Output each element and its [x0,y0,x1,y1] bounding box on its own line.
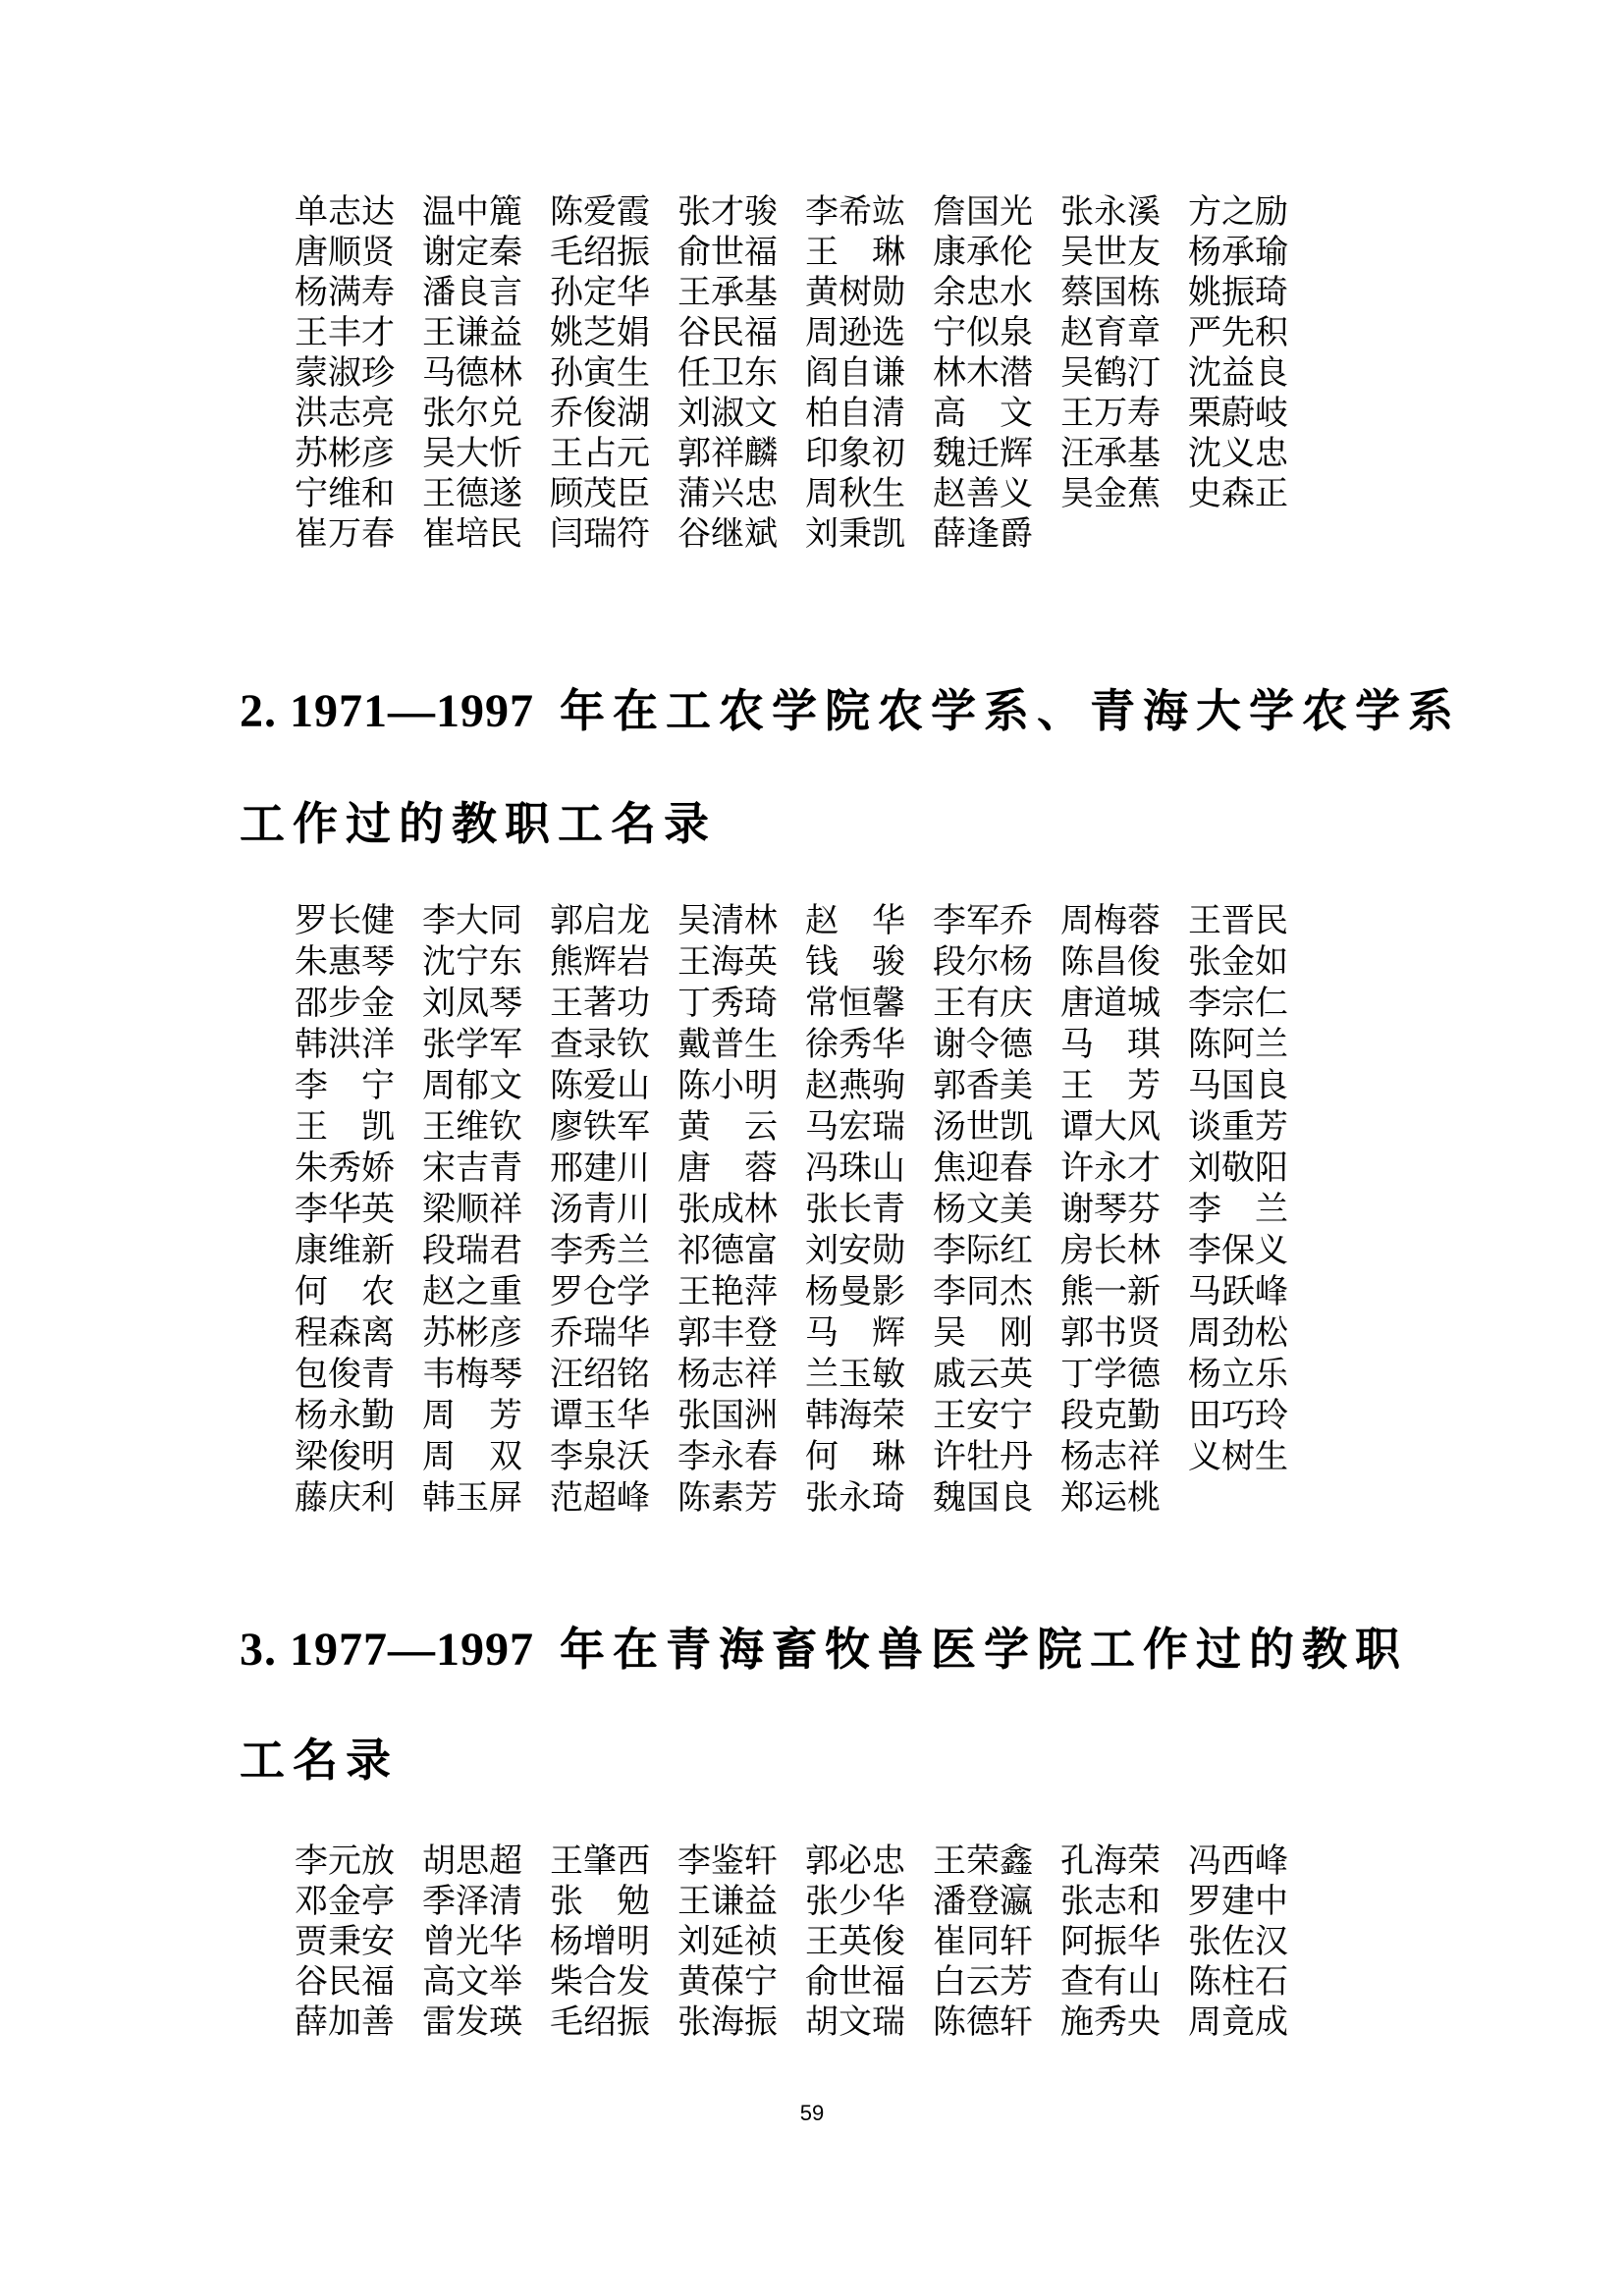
person-name: 宋 吉 青 [422,1150,522,1187]
person-name: 周 秋 生 [805,475,905,512]
section-3-number: 3. 1977—1997 [240,1624,534,1676]
person-name: 汪 承 基 [1060,435,1161,472]
person-name: 罗 仓 学 [550,1274,650,1310]
person-name: 谷 民 福 [677,314,778,351]
person-name: 胡 思 超 [422,1842,522,1880]
person-name: 高 文 [933,395,1033,432]
person-name: 蒙 淑 珍 [295,354,395,392]
person-name: 乔 瑞 华 [550,1315,650,1352]
person-name: 丁 学 德 [1060,1357,1161,1393]
section-2-heading-line-2 [240,788,717,853]
person-name: 吴 清 林 [677,903,778,939]
person-name: 方 之 励 [1188,193,1288,231]
person-name: 周 梅 蓉 [1060,903,1161,939]
person-name: 王 著 功 [550,986,650,1022]
person-name: 赵 华 [805,903,905,939]
name-row [295,1922,1288,1962]
name-row [295,1190,1288,1231]
person-name: 赵 燕 驹 [805,1068,905,1104]
person-name: 王 艳 萍 [677,1274,778,1310]
name-row [295,1148,1288,1190]
person-name: 王 承 基 [677,274,778,311]
person-name: 任 卫 东 [677,354,778,392]
person-name: 沈 益 良 [1188,354,1288,392]
person-name: 崔 培 民 [422,515,522,553]
person-name: 郭 必 忠 [805,1842,905,1880]
person-name: 张 海 振 [677,2003,778,2041]
person-name: 邢 建 川 [550,1150,650,1187]
person-name: 严 先 积 [1188,314,1288,351]
person-name: 崔 同 轩 [933,1923,1033,1960]
person-name: 李 军 乔 [933,903,1033,939]
person-name: 韩 洪 洋 [295,1027,395,1063]
person-name: 赵 育 章 [1060,314,1161,351]
person-name: 王 芳 [1060,1068,1161,1104]
person-name: 季 泽 清 [422,1883,522,1920]
person-name: 杨 增 明 [550,1923,650,1960]
person-name: 周 郁 文 [422,1068,522,1104]
name-list-section-2 [295,901,1288,1520]
person-name: 韩 玉 屏 [422,1480,522,1517]
name-row [295,233,1288,273]
name-row [295,1231,1288,1272]
person-name: 马 德 林 [422,354,522,392]
person-name: 丁 秀 琦 [677,986,778,1022]
name-row [295,1025,1288,1066]
person-name: 孙 寅 生 [550,354,650,392]
person-name: 马 宏 瑞 [805,1109,905,1146]
name-row [295,1882,1288,1922]
person-name: 潘 登 瀛 [933,1883,1033,1920]
page-number: 59 [799,2101,825,2125]
person-name: 唐 蓉 [677,1150,778,1187]
person-name: 马 跃 峰 [1188,1274,1288,1310]
person-name: 常 恒 馨 [805,986,905,1022]
person-name: 康 承 伦 [933,234,1033,271]
name-row [295,192,1288,233]
person-name: 罗 长 健 [295,903,395,939]
person-name: 查 有 山 [1060,1963,1161,2001]
person-name: 汤 青 川 [550,1192,650,1228]
person-name: 顾 茂 臣 [550,475,650,512]
person-name: 潘 良 言 [422,274,522,311]
person-name: 魏 国 良 [933,1480,1033,1517]
name-row [295,1437,1288,1478]
person-name: 包 俊 青 [295,1357,395,1393]
person-name: 柏 自 清 [805,395,905,432]
person-name: 李 华 英 [295,1192,395,1228]
person-name: 许 永 才 [1060,1150,1161,1187]
person-name: 李 泉 沃 [550,1439,650,1475]
person-name: 徐 秀 华 [805,1027,905,1063]
person-name: 陈 素 芳 [677,1480,778,1517]
person-name: 张 尔 兑 [422,395,522,432]
person-name: 谭 大 风 [1060,1109,1161,1146]
person-name: 沈 义 忠 [1188,435,1288,472]
person-name: 张 成 林 [677,1192,778,1228]
person-name: 周 竟 成 [1188,2003,1288,2041]
person-name: 薛 加 善 [295,2003,395,2041]
person-name: 谷 继 斌 [677,515,778,553]
person-name: 罗 建 中 [1188,1883,1288,1920]
person-name: 孙 定 华 [550,274,650,311]
person-name: 陈 德 轩 [933,2003,1033,2041]
person-name: 俞 世 福 [805,1963,905,2001]
name-row [295,514,1288,555]
person-name: 韩 海 荣 [805,1398,905,1434]
person-name: 藤 庆 利 [295,1480,395,1517]
person-name: 胡 文 瑞 [805,2003,905,2041]
person-name: 苏 彬 彦 [295,435,395,472]
person-name: 林 木 潜 [933,354,1033,392]
person-name: 李 希 竑 [805,193,905,231]
person-name: 谷 民 福 [295,1963,395,2001]
person-name: 杨 满 寿 [295,274,395,311]
person-name: 张 佐 汉 [1188,1923,1288,1960]
person-name: 周 逊 选 [805,314,905,351]
person-name: 郭 启 龙 [550,903,650,939]
name-row [295,434,1288,474]
section-2-title-part-1: 年在工农学院农学系、青海大学农学系 [560,685,1461,736]
person-name: 闫 瑞 符 [550,515,650,553]
name-row [295,942,1288,984]
person-name: 李 秀 兰 [550,1233,650,1269]
person-name: 张 勉 [550,1883,650,1920]
person-name: 杨 志 祥 [1060,1439,1161,1475]
person-name: 许 牡 丹 [933,1439,1033,1475]
person-name: 宁 似 泉 [933,314,1033,351]
person-name: 马 国 良 [1188,1068,1288,1104]
person-name: 刘 淑 文 [677,395,778,432]
person-name: 李 鉴 轩 [677,1842,778,1880]
person-name: 李 永 春 [677,1439,778,1475]
person-name: 蒲 兴 忠 [677,475,778,512]
name-row [295,1107,1288,1148]
person-name: 张 永 溪 [1060,193,1161,231]
person-name: 王 凯 [295,1109,395,1146]
person-name: 汪 绍 铭 [550,1357,650,1393]
person-name: 黄 云 [677,1109,778,1146]
person-name: 俞 世 福 [677,234,778,271]
name-row [295,901,1288,942]
person-name: 张 学 军 [422,1027,522,1063]
person-name: 杨 永 勤 [295,1398,395,1434]
person-name: 吴 大 忻 [422,435,522,472]
person-name: 吴 鹤 汀 [1060,354,1161,392]
name-row [295,1355,1288,1396]
person-name: 马 辉 [805,1315,905,1352]
person-name: 张 才 骏 [677,193,778,231]
person-name: 赵 善 义 [933,475,1033,512]
person-name: 贾 秉 安 [295,1923,395,1960]
person-name: 张 少 华 [805,1883,905,1920]
person-name: 詹 国 光 [933,193,1033,231]
person-name: 吴 世 友 [1060,234,1161,271]
person-name: 范 超 峰 [550,1480,650,1517]
name-row [295,313,1288,353]
person-name: 孔 海 荣 [1060,1842,1161,1880]
person-name: 陈 昌 俊 [1060,944,1161,981]
person-name: 杨 立 乐 [1188,1357,1288,1393]
name-row [295,1842,1288,1882]
person-name: 刘 秉 凯 [805,515,905,553]
person-name: 吴 刚 [933,1315,1033,1352]
person-name: 陈 阿 兰 [1188,1027,1288,1063]
person-name: 段 克 勤 [1060,1398,1161,1434]
person-name: 陈 爱 山 [550,1068,650,1104]
name-row [295,1066,1288,1107]
person-name: 印 象 初 [805,435,905,472]
person-name: 杨 志 祥 [677,1357,778,1393]
person-name: 郭 书 贤 [1060,1315,1161,1352]
person-name: 曾 光 华 [422,1923,522,1960]
person-name: 汤 世 凯 [933,1109,1033,1146]
person-name: 宁 维 和 [295,475,395,512]
person-name: 李 宗 仁 [1188,986,1288,1022]
person-name: 朱 惠 琴 [295,944,395,981]
person-name: 张 志 和 [1060,1883,1161,1920]
person-name: 熊 一 新 [1060,1274,1161,1310]
person-name: 焦 迎 春 [933,1150,1033,1187]
person-name: 黄 树 勋 [805,274,905,311]
person-name: 毛 绍 振 [550,234,650,271]
person-name: 杨 承 瑜 [1188,234,1288,271]
person-name: 张 国 洲 [677,1398,778,1434]
name-list-section-3 [295,1842,1288,2043]
person-name: 阎 自 谦 [805,354,905,392]
person-name: 兰 玉 敏 [805,1357,905,1393]
person-name: 王 有 庆 [933,986,1033,1022]
name-row [295,1272,1288,1313]
person-name: 王 琳 [805,234,905,271]
person-name: 义 树 生 [1188,1439,1288,1475]
person-name: 杨 文 美 [933,1192,1033,1228]
person-name: 蔡 国 栋 [1060,274,1161,311]
person-name: 黄 葆 宁 [677,1963,778,2001]
person-name: 陈 爱 霞 [550,193,650,231]
person-name: 王 谦 益 [422,314,522,351]
person-name: 刘 敬 阳 [1188,1150,1288,1187]
name-row [295,1313,1288,1355]
person-name: 房 长 林 [1060,1233,1161,1269]
person-name: 周 劲 松 [1188,1315,1288,1352]
person-name: 段 尔 杨 [933,944,1033,981]
section-3-title-part-2: 工名录 [240,1735,399,1786]
person-name: 郭 祥 麟 [677,435,778,472]
section-2-title-part-2: 工作过的教职工名录 [240,798,717,849]
person-name: 韦 梅 琴 [422,1357,522,1393]
person-name: 刘 延 祯 [677,1923,778,1960]
person-name: 周 双 [422,1439,522,1475]
person-name: 何 农 [295,1274,395,1310]
person-name: 阿 振 华 [1060,1923,1161,1960]
person-name: 李 兰 [1188,1192,1288,1228]
person-name: 杨 曼 影 [805,1274,905,1310]
person-name: 谢 定 秦 [422,234,522,271]
person-name: 王 肇 西 [550,1842,650,1880]
person-name: 单 志 达 [295,193,395,231]
person-name: 王 德 遂 [422,475,522,512]
person-name: 沈 宁 东 [422,944,522,981]
person-name: 毛 绍 振 [550,2003,650,2041]
person-name: 陈 柱 石 [1188,1963,1288,2001]
person-name: 谢 令 德 [933,1027,1033,1063]
person-name: 王 荣 鑫 [933,1842,1033,1880]
person-name: 王 晋 民 [1188,903,1288,939]
person-name: 乔 俊 湖 [550,395,650,432]
name-row [295,1478,1288,1520]
person-name: 谭 玉 华 [550,1398,650,1434]
name-row [295,984,1288,1025]
person-name: 崔 万 春 [295,515,395,553]
person-name: 李 大 同 [422,903,522,939]
person-name: 梁 俊 明 [295,1439,395,1475]
person-name: 田 巧 玲 [1188,1398,1288,1434]
person-name: 王 万 寿 [1060,395,1161,432]
name-row [295,1396,1288,1437]
person-name: 邓 金 亭 [295,1883,395,1920]
person-name: 郑 运 桃 [1060,1480,1161,1517]
person-name: 王 安 宁 [933,1398,1033,1434]
person-name: 陈 小 明 [677,1068,778,1104]
person-name: 唐 道 城 [1060,986,1161,1022]
person-name: 姚 振 琦 [1188,274,1288,311]
person-name: 冯 西 峰 [1188,1842,1288,1880]
person-name: 祁 德 富 [677,1233,778,1269]
person-name: 王 英 俊 [805,1923,905,1960]
person-name: 温 中 簏 [422,193,522,231]
person-name: 姚 芝 娟 [550,314,650,351]
person-name: 刘 安 勋 [805,1233,905,1269]
person-name: 郭 香 美 [933,1068,1033,1104]
person-name: 冯 珠 山 [805,1150,905,1187]
name-row [295,273,1288,313]
person-name: 栗 蔚 岐 [1188,395,1288,432]
section-3-title-part-1: 年在青海畜牧兽医学院工作过的教职 [560,1624,1408,1675]
person-name: 余 忠 水 [933,274,1033,311]
person-name: 张 金 如 [1188,944,1288,981]
name-row [295,2002,1288,2043]
person-name: 王 维 钦 [422,1109,522,1146]
person-name: 唐 顺 贤 [295,234,395,271]
person-name: 李 际 红 [933,1233,1033,1269]
person-name: 高 文 举 [422,1963,522,2001]
person-name: 薛 逢 爵 [933,515,1033,553]
person-name: 朱 秀 娇 [295,1150,395,1187]
person-name: 周 芳 [422,1398,522,1434]
person-name: 谢 琴 芬 [1060,1192,1161,1228]
person-name: 熊 辉 岩 [550,944,650,981]
person-name: 张 永 琦 [805,1480,905,1517]
person-name: 康 维 新 [295,1233,395,1269]
person-name: 谈 重 芳 [1188,1109,1288,1146]
person-name: 梁 顺 祥 [422,1192,522,1228]
person-name: 洪 志 亮 [295,395,395,432]
person-name: 雷 发 瑛 [422,2003,522,2041]
person-name: 程 森 离 [295,1315,395,1352]
person-name: 李 宁 [295,1068,395,1104]
section-3-heading-line-2 [240,1725,399,1789]
name-list-section-1 [295,192,1288,555]
person-name: 白 云 芳 [933,1963,1033,2001]
name-row [295,1962,1288,2002]
person-name: 廖 铁 军 [550,1109,650,1146]
name-row [295,394,1288,434]
person-name: 王 丰 才 [295,314,395,351]
person-name: 李 同 杰 [933,1274,1033,1310]
person-name: 施 秀 央 [1060,2003,1161,2041]
person-name: 何 琳 [805,1439,905,1475]
person-name: 查 录 钦 [550,1027,650,1063]
person-name: 昊 金 蕉 [1060,475,1161,512]
person-name: 刘 凤 琴 [422,986,522,1022]
person-name: 马 琪 [1060,1027,1161,1063]
person-name: 段 瑞 君 [422,1233,522,1269]
name-row [295,353,1288,394]
person-name: 郭 丰 登 [677,1315,778,1352]
person-name: 戴 普 生 [677,1027,778,1063]
person-name: 赵 之 重 [422,1274,522,1310]
person-name: 魏 迁 辉 [933,435,1033,472]
person-name: 王 占 元 [550,435,650,472]
person-name: 王 海 英 [677,944,778,981]
person-name: 李 保 义 [1188,1233,1288,1269]
person-name: 史 森 正 [1188,475,1288,512]
person-name: 李 元 放 [295,1842,395,1880]
person-name: 邵 步 金 [295,986,395,1022]
person-name: 王 谦 益 [677,1883,778,1920]
section-2-number: 2. 1971—1997 [240,685,534,737]
section-3-heading-line-1 [240,1614,1408,1679]
person-name: 戚 云 英 [933,1357,1033,1393]
section-2-heading-line-1 [240,675,1461,740]
person-name: 柴 合 发 [550,1963,650,2001]
person-name: 张 长 青 [805,1192,905,1228]
person-name: 钱 骏 [805,944,905,981]
name-row [295,474,1288,514]
person-name: 苏 彬 彦 [422,1315,522,1352]
